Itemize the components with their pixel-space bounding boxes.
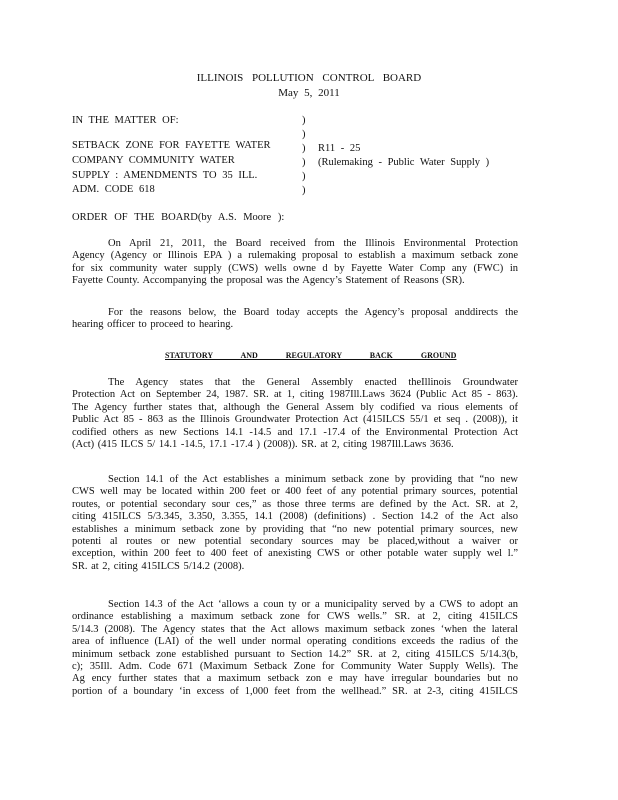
caption-paren: ) [302,185,306,196]
caption-paren: ) [302,129,306,140]
caption-paren: ) [302,157,306,168]
paragraph-intro [72,238,518,288]
text-line: for six community water supply (CWS) wells owne d by Fayette Water Comp any (FWC) in [72,262,518,274]
text-line: portion of a boundary ‘in excess of 1,000 feet from the wellhead.” SR. at 2-3, citing 415ILCS [72,685,518,697]
text-line: hearing officer to proceed to hearing. [72,319,234,331]
text-line: On April 21, 2011, the Board received from the Illinois Environmental Protection [108,238,518,249]
document-date: May 5, 2011 [278,87,340,99]
text-line: minimum setback zone established pursuant to Section 14.2” SR. at 2, citing 415ILCS 5/14.3(b, [72,648,518,660]
section-heading: STATUTORY AND REGULATORY BACK GROUND [165,351,457,360]
text-line: The Agency further states that, although the General Assem bly codified va rious elements of [72,401,518,413]
caption-left-line: SETBACK ZONE FOR FAYETTE WATER [72,140,271,151]
paragraph-section-14-1 [72,474,518,573]
caption-left-line: ADM. CODE 618 [72,184,155,195]
text-line: Section 14.1 of the Act establishes a minimum setback zone by providing that “no new [108,474,518,485]
text-line: exception, within 200 feet to 400 feet of anexisting CWS or other potable water supply wel l.” [72,548,518,560]
agency-title: ILLINOIS POLLUTION CONTROL BOARD [196,72,422,84]
text-line: CWS well may be located within 200 feet or 400 feet of any potential primary sources, potential [72,486,518,498]
text-line: Fayette County. Accompanying the proposal was the Agency’s Statement of Reasons (SR). [72,275,465,287]
text-line: Ag ency further states that a maximum setback zon e may have irregular boundaries but no [72,673,518,685]
paragraph-section-14-3 [72,599,518,698]
text-line: Section 14.3 of the Act ‘allows a coun ty or a municipality served by a CWS to adopt an [108,599,518,610]
text-line: codified others as new Sections 14.1 -14.5 and 17.1 -17.4 of the Environmental Protection Act [72,426,518,438]
caption-left-line: SUPPLY : AMENDMENTS TO 35 ILL. [72,170,258,181]
text-line: ordinance establishing a maximum setback zone for CWS wells.” SR. at 2, citing 415ILCS [72,611,518,623]
text-line: Protection Act on September 24, 1987. SR. at 1, citing 1987Ill.Laws 3624 (Public Act 85 - 863). [72,389,518,401]
caption-paren: ) [302,143,306,154]
text-line: Public Act 85 - 863 as the Illinois Groundwater Protection Act (415ILCS 55/1 et seq . (2008)), it [72,414,518,426]
text-line: For the reasons below, the Board today accepts the Agency’s proposal anddirects the [108,307,518,318]
text-line: (Act) (415 ILCS 5/ 14.1 -14.5, 17.1 -17.4 ) (2008)). SR. at 2, citing 1987Ill.Laws 3636. [72,439,454,451]
text-line: Agency (Agency or Illinois EPA ) a rulemaking proposal to establish a maximum setback zone [72,250,518,262]
text-line: 5/14.3 (2008). The Agency states that the Act allows maximum setback zones ‘when the lateral [72,623,518,635]
paragraph-agency-states [72,377,518,451]
caption-left-line: IN THE MATTER OF: [72,115,179,126]
caption-paren: ) [302,171,306,182]
text-line: c); 35Ill. Adm. Code 671 (Maximum Setback Zone for Community Water Supply Wells). The [72,661,518,673]
text-line: SR. at 2, citing 415ILCS 5/14.2 (2008). [72,560,245,572]
text-line: citing 415ILCS 5/3.345, 3.350, 3.355, 14.1 (2008) (definitions) . Section 14.2 of the Act also [72,511,518,523]
caption-left-line: COMPANY COMMUNITY WATER [72,155,235,166]
order-line: ORDER OF THE BOARD(by A.S. Moore ): [72,212,285,223]
caption-paren: ) [302,115,306,126]
rulemaking-type: (Rulemaking - Public Water Supply ) [318,157,490,168]
text-line: potenti al routes or new potential secondary sources may be placed,without a waiver or [72,536,518,548]
text-line: area of influence (LAI) of the well under normal operating conditions exceeds the radius of the [72,636,518,648]
text-line: establishes a minimum setback zone by providing that “no new potential primary sources, new [72,523,518,535]
text-line: The Agency states that the General Assembly enacted theIllinois Groundwater [108,377,518,388]
text-line: routes, or potential secondary sour ces,” as those three terms are defined by the Act. SR. at 2, [72,498,518,510]
docket-number: R11 - 25 [318,143,361,154]
paragraph-reasons [72,307,518,332]
